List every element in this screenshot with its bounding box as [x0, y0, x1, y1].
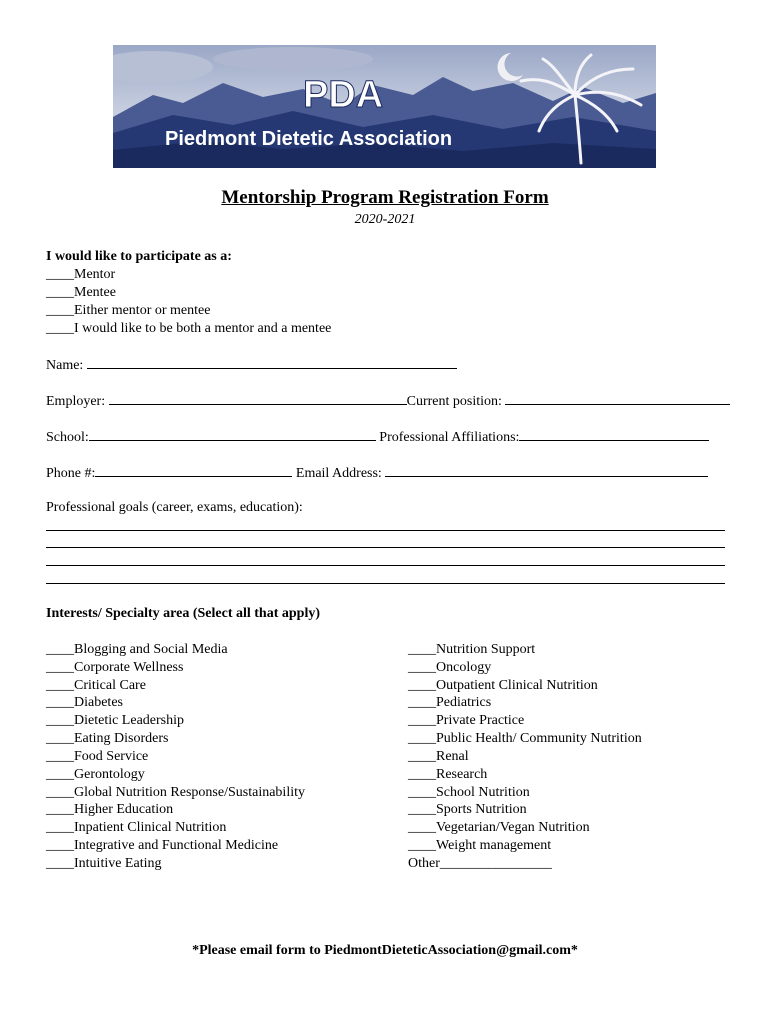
interest-option[interactable]: ____Higher Education: [46, 802, 174, 817]
interest-option[interactable]: ____Gerontology: [46, 767, 145, 782]
goals-line-4[interactable]: [46, 583, 725, 584]
interest-option[interactable]: ____Oncology: [408, 660, 492, 675]
phone-input-line[interactable]: [95, 463, 292, 477]
goals-line-3[interactable]: [46, 565, 725, 566]
phone-row: [46, 463, 708, 482]
interest-option[interactable]: ____Nutrition Support: [408, 642, 536, 657]
interest-option[interactable]: ____Private Practice: [408, 713, 525, 728]
interest-option[interactable]: ____Public Health/ Community Nutrition: [408, 731, 642, 746]
interest-option[interactable]: ____Blogging and Social Media: [46, 642, 228, 657]
banner-image: [113, 45, 656, 168]
submission-note: *Please email form to PiedmontDieteticAssociation@gmail.com*: [192, 943, 578, 958]
pda-banner: [113, 45, 656, 168]
school-row: [46, 427, 709, 446]
interest-other[interactable]: Other________________: [408, 856, 552, 871]
name-input-line[interactable]: [87, 355, 457, 369]
name-label: Name:: [46, 358, 84, 373]
interest-option[interactable]: ____Inpatient Clinical Nutrition: [46, 820, 227, 835]
interest-option[interactable]: ____Outpatient Clinical Nutrition: [408, 678, 598, 693]
employer-label: Employer:: [46, 394, 106, 409]
interest-option[interactable]: ____Weight management: [408, 838, 552, 853]
school-label: School:: [46, 430, 89, 445]
option-either[interactable]: ____Either mentor or mentee: [46, 303, 211, 318]
option-mentor[interactable]: ____Mentor: [46, 267, 116, 282]
interest-option[interactable]: ____Integrative and Functional Medicine: [46, 838, 279, 853]
interest-option[interactable]: ____Eating Disorders: [46, 731, 169, 746]
interest-option[interactable]: ____Global Nutrition Response/Sustainability: [46, 785, 305, 800]
employer-row: [46, 391, 730, 410]
interest-option[interactable]: ____Diabetes: [46, 695, 123, 710]
interest-option[interactable]: ____Critical Care: [46, 678, 146, 693]
phone-label: Phone #:: [46, 466, 96, 481]
affiliations-input-line[interactable]: [519, 427, 709, 441]
interest-option[interactable]: ____Food Service: [46, 749, 149, 764]
participation-heading: I would like to participate as a:: [46, 249, 232, 264]
form-year: 2020-2021: [354, 212, 416, 227]
position-input-line[interactable]: [505, 391, 730, 405]
name-field: [46, 355, 457, 374]
banner-acronym: PDA: [303, 74, 384, 116]
goals-label: Professional goals (career, exams, education):: [46, 500, 303, 515]
interest-option[interactable]: ____School Nutrition: [408, 785, 530, 800]
interest-option[interactable]: ____Pediatrics: [408, 695, 492, 710]
employer-input-line[interactable]: [109, 391, 407, 405]
interest-option[interactable]: ____Dietetic Leadership: [46, 713, 185, 728]
goals-line-1[interactable]: [46, 530, 725, 531]
interest-option[interactable]: ____Corporate Wellness: [46, 660, 184, 675]
form-title: Mentorship Program Registration Form: [221, 187, 549, 208]
position-label: Current position:: [406, 394, 502, 409]
goals-line-2[interactable]: [46, 547, 725, 548]
interest-option[interactable]: ____Renal: [408, 749, 469, 764]
affiliations-label: Professional Affiliations:: [379, 430, 520, 445]
interest-option[interactable]: ____Sports Nutrition: [408, 802, 527, 817]
interest-option[interactable]: ____Intuitive Eating: [46, 856, 162, 871]
option-both[interactable]: ____I would like to be both a mentor and a mentee: [46, 321, 332, 336]
banner-org-name: Piedmont Dietetic Association: [165, 128, 453, 150]
email-input-line[interactable]: [385, 463, 708, 477]
interest-option[interactable]: ____Vegetarian/Vegan Nutrition: [408, 820, 590, 835]
option-mentee[interactable]: ____Mentee: [46, 285, 116, 300]
interest-option[interactable]: ____Research: [408, 767, 488, 782]
interests-heading: Interests/ Specialty area (Select all that apply): [46, 606, 321, 621]
school-input-line[interactable]: [89, 427, 376, 441]
email-label: Email Address:: [295, 466, 382, 481]
